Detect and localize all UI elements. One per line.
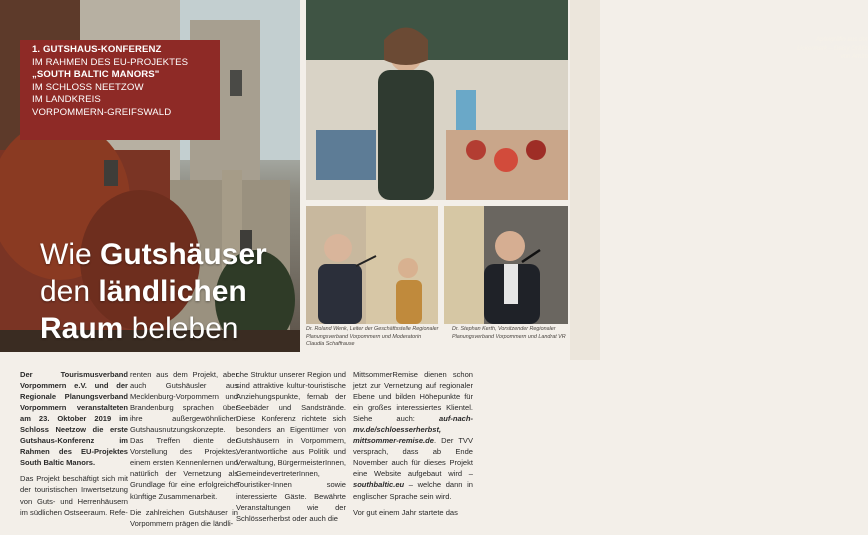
body-paragraph: che Struktur unserer Region und sind attraktive kultur-touristische Anziehungspunkte, fernab der Seebäder und Sandstrände. Diese Konferenz richtete sich besonders an Eigentümer von Gutshäusern in Vorpommern, Verantwortliche aus Politik und Verwaltung, BürgermeisterInnen, GemeindevertreterInnen, Touristiker-Innen sowie interessierte Gäste. Bewährte Veranstaltungen wie der Schlösserherbst oder auch die <box>236 370 346 523</box>
body-paragraph: renten aus dem Projekt, aber auch Gutshäusler aus Mecklenburg-Vorpommern und Brandenburg sprachen über ihre außergewöhnlichen Gutshausnutzungskonzepte. Das Treffen diente der Vorstellung des Projektes, einem ersten Kennenlernen und natürlich der Vernetzung als Grundlage für eine erfolgreiche künftige Zusammenarbeit. <box>130 370 238 501</box>
apple-countess-photo <box>306 0 868 200</box>
banner-line-3: „SOUTH BALTIC MANORS" <box>32 69 160 81</box>
text-column-4 <box>353 369 473 523</box>
headline-word-5: Raum <box>40 312 124 345</box>
website-link-mv[interactable]: auf-nach-mv.de/schloesserherbst, mittsommer-remise.de <box>353 414 473 446</box>
text-column-3 <box>236 369 346 529</box>
text-run: MittsommerRemise dienen schon jetzt zur Vernetzung auf regionaler Ebene und bilden Höhepunkte für ein großes interessiertes Klientel. Siehe auch: <box>353 370 473 424</box>
website-link-southbaltic[interactable]: southbaltic.eu <box>353 480 405 490</box>
page-edge <box>570 0 600 360</box>
text-run: . Der TVV versprach, dass ab Ende November auch für dieses Projekt eine Website aufgebaut wird – <box>353 436 473 479</box>
speakers-photo-left <box>306 206 438 324</box>
banner-line-4: IM SCHLOSS NEETZOW <box>32 81 144 93</box>
headline-word-3: den <box>40 275 99 308</box>
article-headline <box>40 236 267 347</box>
photo-illustration-left <box>306 206 438 324</box>
body-paragraph <box>353 369 473 502</box>
photo-illustration-top <box>306 0 568 200</box>
headline-word-1: Wie <box>40 238 100 271</box>
conference-banner <box>20 40 220 140</box>
banner-line-5: IM LANDKREIS <box>32 94 101 106</box>
headline-word-2: Gutshäuser <box>100 238 267 271</box>
body-paragraph: Die zahlreichen Gutshäuser in Vorpommern prägen die ländli- <box>130 507 238 528</box>
caption-speakers-left: Dr. Roland Wenk, Leiter der Geschäftsstelle Regionaler Planungsverband Vorpommern und Moderatorin Claudia Schaffrause <box>306 326 439 348</box>
headline-word-4: ländlichen <box>98 275 247 308</box>
body-paragraph: Vor gut einem Jahr startete das <box>353 507 458 517</box>
body-paragraph: Das Projekt beschäftigt sich mit der touristischen Inwertsetzung von Guts- und Herrenhäusern im südlichen Ostseeraum. Refe- <box>20 474 128 517</box>
photo-illustration-right <box>444 206 568 324</box>
speaker-photo-right <box>444 206 568 324</box>
intro-paragraph: Der Tourismusverband Vorpommern e.V. und der Regionale Planungsverband Vorpommern veranstalteten am 23. Oktober 2019 im Schloss Neetzow die erste Gutshaus-Konferenz im Rahmen des EU-Projektes South Baltic Manors. <box>20 370 128 468</box>
caption-apple-countess: Apfelgräfin aus der Uckermark – Daisy Gräfin von Arnim <box>797 36 868 61</box>
banner-line-2: IM RAHMEN DES EU-PROJEKTES <box>32 56 189 68</box>
banner-line-6: VORPOMMERN-GREIFSWALD <box>32 106 172 118</box>
text-run: – welche dann in englischer Sprache sein wird. <box>353 480 473 501</box>
castle-photo <box>0 0 300 352</box>
text-column-1 <box>20 369 128 523</box>
headline-word-6: beleben <box>123 312 239 345</box>
caption-speaker-right: Dr. Stephan Kerth, Vorsitzender Regionaler Planungsverband Vorpommern und Landrat VR <box>452 326 566 340</box>
text-column-2 <box>130 369 238 534</box>
banner-line-1: 1. GUTSHAUS-KONFERENZ <box>32 44 162 55</box>
